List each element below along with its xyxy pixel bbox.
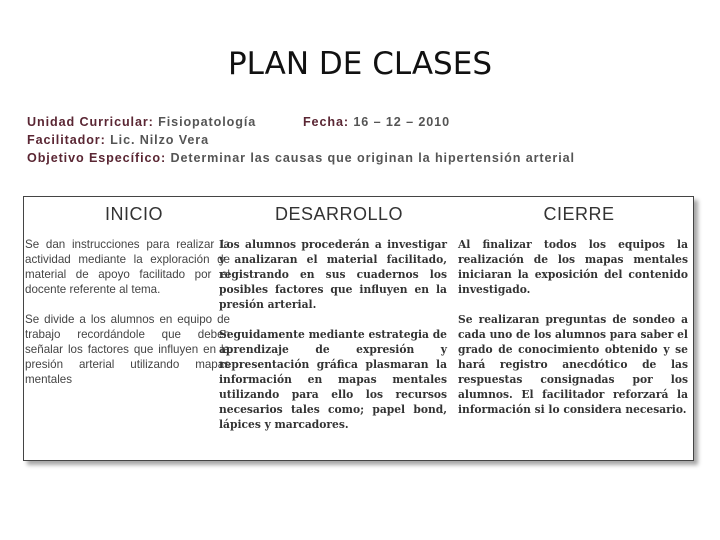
column-inicio — [25, 237, 230, 387]
desarrollo-paragraph: Seguidamente mediante estrategia de aprendizaje de expresión y representación gráfica plasmaran la información en mapas mentales utilizando para ello los recursos necesarios tales como; papel bond, lápices y marcadores. — [219, 328, 447, 431]
inicio-paragraph: Se dan instrucciones para realizar la actividad mediante la exploración de material de apoyo facilitado por el docente referente al tema. — [25, 238, 230, 296]
header-cierre: CIERRE — [543, 204, 615, 224]
fecha-value: 16 – 12 – 2010 — [353, 115, 450, 129]
fecha-label: Fecha: — [302, 115, 349, 129]
plan-header-info — [27, 113, 707, 167]
header-desarrollo: DESARROLLO — [274, 204, 404, 224]
cierre-paragraph: Al finalizar todos los equipos la realización de los mapas mentales iniciaran la exposición del contenido investigado. — [458, 238, 688, 296]
header-inicio: INICIO — [104, 204, 163, 224]
objetivo-value: Determinar las causas que originan la hipertensión arterial — [170, 151, 575, 165]
page-title: PLAN DE CLASES — [227, 46, 492, 82]
meta-row-unidad — [27, 113, 707, 131]
meta-row-objetivo — [27, 149, 707, 167]
inicio-paragraph: Se divide a los alumnos en equipo de trabajo recordándole que deben señalar los factores que influyen en la presión arterial utilizando mapas mentales — [25, 313, 230, 386]
cierre-paragraph: Se realizaran preguntas de sondeo a cada uno de los alumnos para saber el grado de conocimiento obtenido y se hará registro anecdótico de las respuestas consignadas por los alumnos. El facilitador reforzará la información si lo considera necesario. — [458, 313, 688, 416]
column-desarrollo — [219, 237, 447, 432]
desarrollo-paragraph: Los alumnos procederán a investigar y analizaran el material facilitado, registrando en sus cuadernos los posibles factores que influyen en la presión arterial. — [219, 238, 447, 311]
lesson-plan-table — [23, 196, 694, 461]
facilitador-label: Facilitador: — [27, 133, 106, 147]
facilitador-value: Lic. Nilzo Vera — [110, 133, 209, 147]
meta-row-facilitador — [27, 131, 707, 149]
unidad-value: Fisiopatología — [158, 115, 257, 129]
unidad-label: Unidad Curricular: — [27, 115, 154, 129]
column-cierre — [458, 237, 688, 417]
objetivo-label: Objetivo Específico: — [27, 151, 167, 165]
